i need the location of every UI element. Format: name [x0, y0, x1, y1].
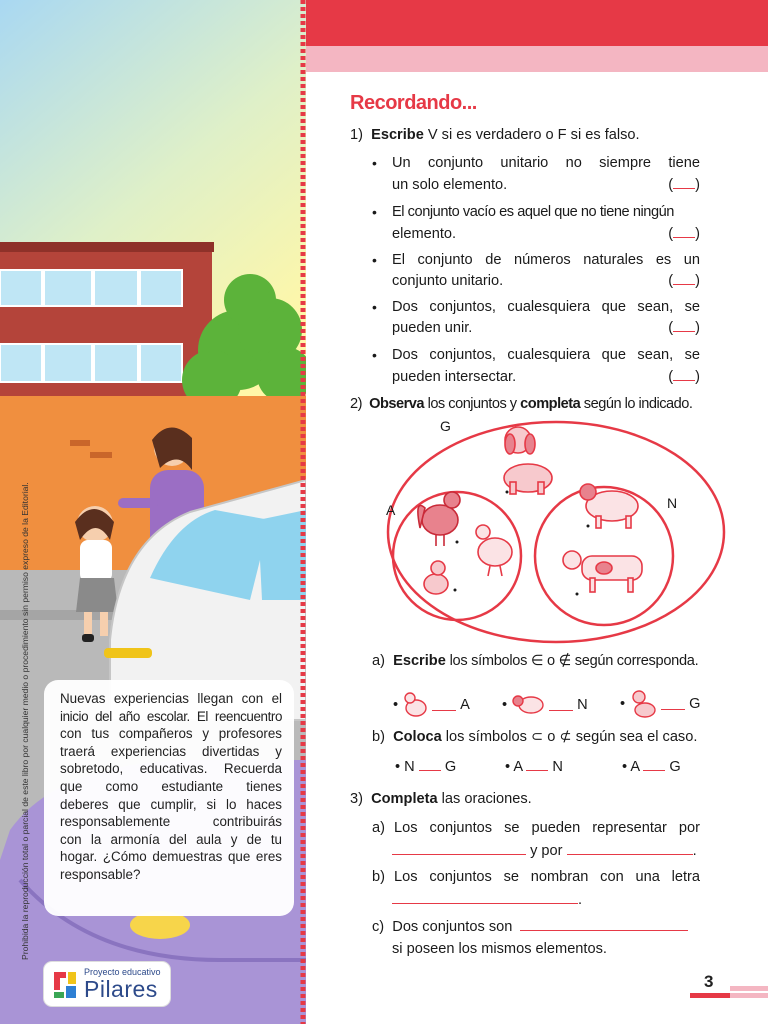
question-text: Dos conjuntos son: [392, 919, 513, 935]
question-number: a): [372, 820, 385, 836]
page-number-decoration: [690, 993, 730, 998]
answer-blank[interactable]: [432, 699, 456, 711]
question-number: b): [372, 729, 385, 745]
story-line: hogar. ¿Cómo demuestras que eres: [60, 849, 282, 865]
page-number-decoration: [730, 986, 768, 991]
page-number-decoration: [730, 993, 768, 998]
answer-blank[interactable]: ( ): [668, 273, 700, 289]
question-verb: Completa: [371, 791, 438, 807]
question-3: [350, 791, 532, 807]
statement-text: Un conjunto unitario no siempre tiene: [392, 155, 700, 171]
bullet-icon: •: [393, 697, 399, 713]
set-name: A: [630, 759, 640, 775]
membership-item: [620, 688, 700, 720]
question-3b-line2: .: [392, 892, 582, 908]
question-text: V si es verdadero o F si es falso.: [423, 127, 640, 143]
statement-line: [392, 347, 700, 363]
story-line: Nuevas experiencias llegan con el: [60, 691, 282, 706]
statement-text: un solo elemento.: [392, 177, 508, 193]
statement-line: [392, 155, 700, 171]
page-number: 3: [704, 972, 714, 991]
statement-line: [392, 226, 700, 242]
set-name: N: [404, 759, 415, 775]
set-name: N: [552, 759, 563, 775]
question-2a: [372, 652, 698, 669]
question-number: 3): [350, 791, 363, 807]
story-line: deberes que cumplir, si lo haces: [60, 796, 282, 812]
statement-line: [392, 177, 700, 193]
question-1: [350, 127, 640, 143]
subset-item: • N G: [395, 759, 457, 775]
question-text: los símbolos ∈ o ∉ según corresponda.: [445, 653, 699, 669]
answer-blank[interactable]: [392, 892, 578, 904]
logo-wordmark: Pilares: [84, 976, 158, 1002]
story-line: responsable?: [60, 866, 141, 882]
set-name: G: [669, 759, 681, 775]
dog-icon: [629, 688, 657, 720]
question-3a: [372, 820, 700, 836]
answer-blank[interactable]: ( ): [668, 369, 700, 385]
bullet-icon: •: [372, 204, 377, 220]
chick-icon: [424, 561, 448, 594]
dog-icon: [504, 427, 552, 494]
statement-line: [392, 369, 700, 385]
bullet-icon: •: [372, 299, 377, 315]
question-text: si poseen los mismos elementos.: [392, 941, 607, 957]
question-3c: [372, 919, 688, 935]
question-text: Los conjuntos se nombran con una letra: [394, 869, 700, 885]
question-2: [350, 396, 692, 412]
question-verb: Escribe: [393, 653, 446, 669]
logo-tagline: Proyecto educativo: [84, 967, 161, 977]
set-name: N: [577, 697, 588, 713]
set-name: A: [460, 697, 470, 713]
question-number: c): [372, 919, 385, 935]
set-name: G: [689, 696, 701, 712]
question-text: los conjuntos y: [424, 396, 521, 412]
question-3b: [372, 869, 700, 885]
question-number: 2): [350, 396, 362, 412]
set-n-label: N: [667, 495, 678, 511]
sheep-icon: [511, 690, 545, 720]
answer-blank[interactable]: ( ): [668, 320, 700, 336]
question-number: 1): [350, 127, 363, 143]
statement-text: pueden intersectar.: [392, 369, 517, 385]
bullet-icon: •: [620, 696, 626, 712]
question-3a-line2: y por .: [392, 843, 697, 859]
subset-item: • A N: [505, 759, 563, 775]
bullet-icon: •: [372, 347, 377, 363]
cow-icon: [563, 551, 642, 592]
set-g-label: G: [440, 418, 451, 434]
statement-line: [392, 252, 700, 268]
set-a-label: A: [386, 502, 396, 518]
bullet-icon: •: [372, 252, 377, 268]
question-text: los símbolos ⊂ o ⊄ según sea el caso.: [441, 729, 698, 745]
question-text: Los conjuntos se pueden representar por: [394, 820, 700, 836]
answer-blank[interactable]: ( ): [668, 226, 700, 242]
question-verb: completa: [520, 396, 581, 412]
answer-blank[interactable]: [661, 698, 685, 710]
answer-blank[interactable]: [392, 843, 526, 855]
hen-icon: [402, 690, 428, 720]
statement-text: pueden unir.: [392, 320, 473, 336]
membership-item: [393, 690, 470, 720]
question-verb: Escribe: [371, 127, 424, 143]
question-3c-line2: [392, 941, 607, 957]
story-line: inicio del año escolar. El reencuentro: [60, 708, 282, 724]
answer-blank[interactable]: [643, 759, 665, 771]
answer-blank[interactable]: [520, 919, 688, 931]
statement-text: Dos conjuntos, cualesquiera que sean, se: [392, 299, 700, 315]
statement-text: El conjunto de números naturales es un: [392, 252, 700, 268]
story-line: responsablemente contribuirás: [60, 814, 282, 830]
question-text: las oraciones.: [437, 791, 532, 807]
question-text: según lo indicado.: [580, 396, 693, 412]
hen-icon: [476, 525, 512, 576]
answer-blank[interactable]: [567, 843, 693, 855]
question-number: a): [372, 653, 385, 669]
membership-item: [502, 690, 588, 720]
bullet-icon: •: [372, 155, 377, 171]
statement-text: El conjunto vacío es aquel que no tiene ningún: [392, 204, 674, 220]
question-verb: Observa: [369, 396, 425, 412]
answer-blank[interactable]: [549, 699, 573, 711]
question-number: b): [372, 869, 385, 885]
statement-line: [392, 320, 700, 336]
section-title: Recordando...: [350, 92, 477, 114]
statement-text: Dos conjuntos, cualesquiera que sean, se: [392, 347, 700, 363]
answer-blank[interactable]: [419, 759, 441, 771]
story-line: que como estudiante tienes: [60, 778, 282, 794]
legal-notice: Prohibida la reproducción total o parcial de este libro por cualquier medio o procedimiento sin permiso expreso de la Editorial.: [20, 482, 30, 960]
story-line: traerá experiencias divertidas y: [60, 743, 282, 759]
question-text: y por: [530, 843, 563, 859]
set-name: A: [513, 759, 523, 775]
answer-blank[interactable]: [526, 759, 548, 771]
bullet-icon: •: [502, 697, 508, 713]
sets-diagram: [370, 418, 730, 650]
subset-item: • A G: [622, 759, 681, 775]
statement-line: [392, 273, 700, 289]
statement-text: elemento.: [392, 226, 457, 242]
question-2b: [372, 728, 697, 745]
answer-blank[interactable]: ( ): [668, 177, 700, 193]
question-verb: Coloca: [393, 729, 442, 745]
story-line: sobretodo, educativas. Recuerda: [60, 761, 282, 777]
statement-line: [392, 204, 700, 220]
statement-line: [392, 299, 700, 315]
set-name: G: [444, 759, 457, 775]
story-line: con tus compañeros y profesores: [60, 726, 282, 742]
story-line: con la armonía del aula y de tu: [60, 831, 282, 847]
statement-text: conjunto unitario.: [392, 273, 504, 289]
